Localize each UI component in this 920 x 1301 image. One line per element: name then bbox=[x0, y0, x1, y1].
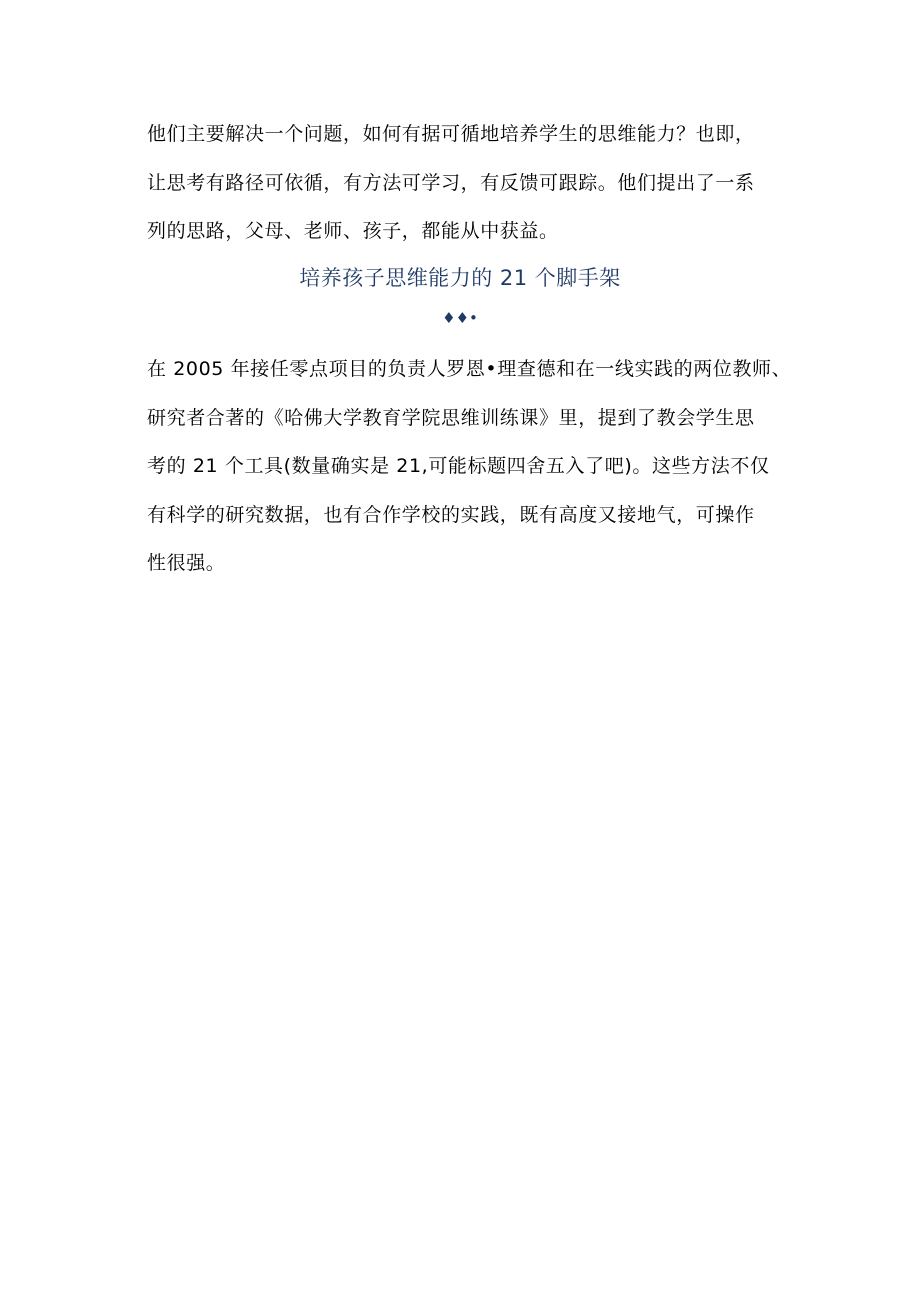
paragraph-line: 列的思路，父母、老师、孩子，都能从中获益。 bbox=[147, 220, 559, 242]
section-heading: 培养孩子思维能力的 21 个脚手架 bbox=[299, 266, 621, 290]
paragraph-line: 让思考有路径可依循，有方法可学习，有反馈可跟踪。他们提出了一系 bbox=[147, 171, 755, 194]
paragraph-line: 在 2005 年接任零点项目的负责人罗恩•理查德和在一线实践的两位教师、 bbox=[147, 358, 792, 380]
paragraph-line: 考的 21 个工具(数量确实是 21,可能标题四舍五入了吧)。这些方法不仅 bbox=[147, 455, 770, 477]
paragraph-line: 性很强。 bbox=[147, 552, 226, 574]
intro-paragraph bbox=[147, 110, 777, 256]
paragraph-line: 研究者合著的《哈佛大学教育学院思维训练课》里，提到了教会学生思 bbox=[147, 406, 755, 429]
body-paragraph bbox=[147, 345, 792, 588]
diamond-ornament-icon: ♦♦• bbox=[442, 309, 478, 327]
paragraph-line: 他们主要解决一个问题，如何有据可循地培养学生的思维能力？也即， bbox=[147, 123, 755, 145]
paragraph-line: 有科学的研究数据，也有合作学校的实践，既有高度又接地气，可操作 bbox=[147, 503, 755, 526]
